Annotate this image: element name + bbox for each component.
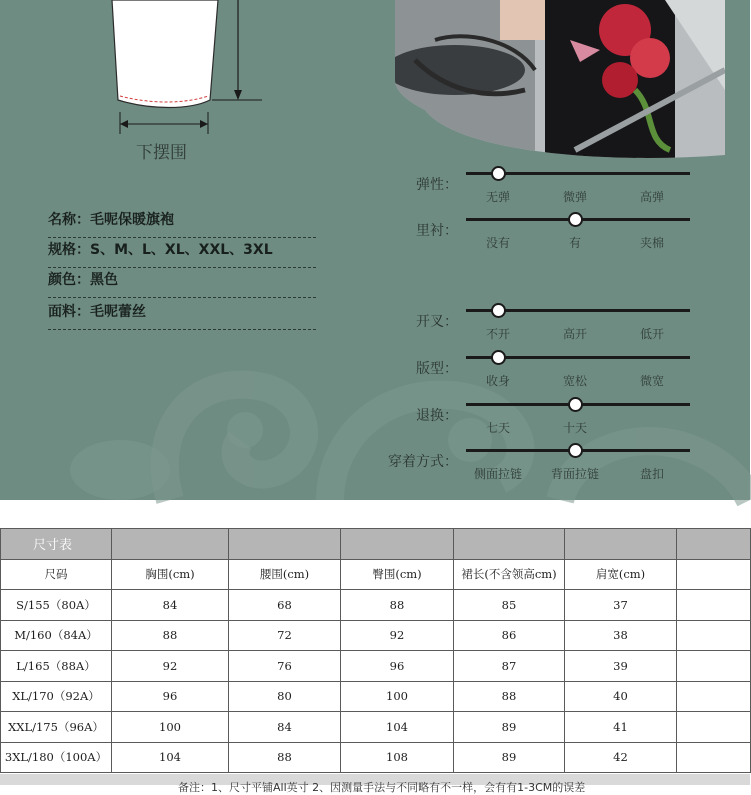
attribute-label: 版型： [416,361,458,377]
table-cell: 108 [341,742,454,773]
model-photo [395,0,725,162]
table-cell: 41 [565,712,677,743]
attribute-option: 背面拉链 [550,467,599,481]
table-cell: 104 [112,742,229,773]
attribute-option: 宽松 [562,374,587,388]
column-header: 臀围(cm) [341,559,454,590]
attribute-option: 盘扣 [639,467,664,481]
attribute-option: 高弹 [639,190,664,204]
table-cell: 100 [112,712,229,743]
table-cell: XXL/175（96A） [1,712,112,743]
table-cell: 39 [565,651,677,682]
table-cell: 88 [112,620,229,651]
table-row [1,620,751,651]
attribute-indicator [491,166,506,181]
table-cell: M/160（84A） [1,620,112,651]
table-cell [677,651,751,682]
table-cell: 3XL/180（100A） [1,742,112,773]
table-cell: 89 [454,742,565,773]
attribute-option: 夹棉 [639,236,664,250]
table-cell: 86 [454,620,565,651]
attribute-option: 侧面拉链 [473,467,522,481]
table-cell: 84 [112,590,229,621]
table-cell: 72 [229,620,341,651]
table-cell [677,590,751,621]
table-row [1,681,751,712]
size-table-header [1,529,751,560]
table-cell: 89 [454,712,565,743]
size-note-text: 备注：1、尺寸平铺All英寸 2、因测量手法与不同略有不一样，会有有1-3CM的误差 [178,781,586,794]
table-cell: S/155（80A） [1,590,112,621]
column-header: 尺码 [1,559,112,590]
attribute-indicator [568,397,583,412]
size-table-columns [1,559,751,590]
table-cell: 100 [341,681,454,712]
attribute-indicator [491,303,506,318]
attribute-label: 穿着方式： [388,454,458,470]
product-color-row [48,266,316,298]
attribute-option: 高开 [562,327,587,341]
table-cell: 37 [565,590,677,621]
attribute-option: 低开 [639,327,664,341]
table-cell: 104 [341,712,454,743]
table-cell: 96 [112,681,229,712]
table-cell: XL/170（92A） [1,681,112,712]
table-cell: 87 [454,651,565,682]
table-cell: 38 [565,620,677,651]
table-row [1,712,751,743]
hem-circumference-label: 下摆围 [136,143,187,163]
table-cell: 84 [229,712,341,743]
table-cell: 88 [229,742,341,773]
size-table-title: 尺寸表 [1,529,112,560]
table-cell: 42 [565,742,677,773]
attribute-label: 弹性： [416,177,458,193]
table-cell: L/165（88A） [1,651,112,682]
attribute-indicator [491,350,506,365]
attribute-option: 无弹 [485,190,510,204]
attribute-indicator [568,212,583,227]
product-spec-row [48,236,316,268]
product-name-row [48,206,316,238]
size-table [0,528,751,773]
table-row [1,742,751,773]
product-fabric: 面料：毛呢蕾丝 [48,304,146,320]
attribute-label: 里衬： [416,223,458,239]
table-cell: 76 [229,651,341,682]
table-cell: 40 [565,681,677,712]
column-header: 裙长(不含领高cm) [454,559,565,590]
table-cell [677,620,751,651]
attribute-option: 不开 [485,327,510,341]
attribute-option: 有 [568,236,581,250]
attribute-option: 微弹 [562,190,587,204]
attribute-label: 退换： [416,408,458,424]
attribute-option: 没有 [485,236,510,250]
table-cell: 88 [341,590,454,621]
attribute-option: 七天 [485,421,510,435]
table-cell [677,712,751,743]
column-header: 肩宽(cm) [565,559,677,590]
table-cell: 88 [454,681,565,712]
product-sizes: 规格：S、M、L、XL、XXL、3XL [48,242,273,258]
attribute-indicator [568,443,583,458]
column-header: 腰围(cm) [229,559,341,590]
attribute-option: 微宽 [639,374,664,388]
product-fabric-row [48,298,316,330]
attribute-label: 开叉： [416,314,458,330]
size-note [0,774,750,794]
attribute-option: 收身 [485,374,510,388]
table-cell [677,742,751,773]
table-cell: 85 [454,590,565,621]
product-name: 名称：毛呢保暖旗袍 [48,212,174,228]
column-header [677,559,751,590]
product-color: 颜色：黑色 [48,272,118,288]
attribute-option: 十天 [562,421,587,435]
column-header: 胸围(cm) [112,559,229,590]
table-cell: 80 [229,681,341,712]
table-cell: 92 [341,620,454,651]
table-cell [677,681,751,712]
table-row [1,590,751,621]
table-cell: 92 [112,651,229,682]
table-row [1,651,751,682]
table-cell: 68 [229,590,341,621]
table-cell: 96 [341,651,454,682]
